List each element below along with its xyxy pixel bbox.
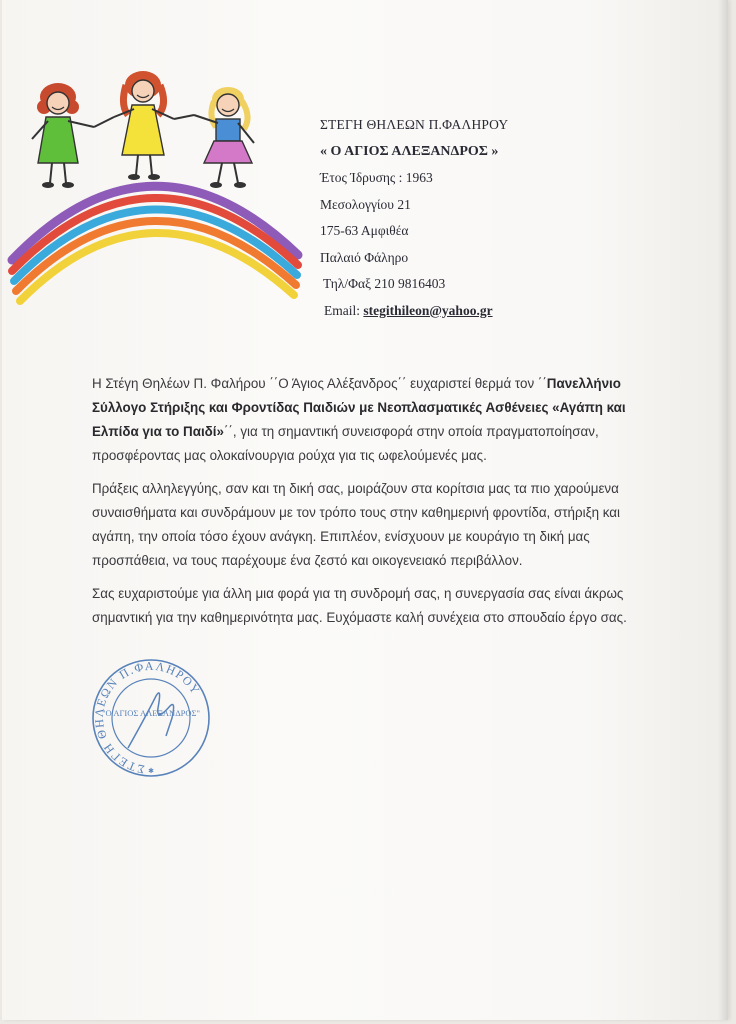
org-title: ΣΤΕΓΗ ΘΗΛΕΩΝ Π.ΦΑΛΗΡΟΥ — [320, 117, 509, 132]
org-name: « Ο ΑΓΙΟΣ ΑΛΕΞΑΝΔΡΟΣ » — [320, 143, 499, 159]
girl-yellow-icon — [114, 71, 174, 180]
address-street: Μεσολογγίου 21 — [320, 196, 411, 212]
paragraph-3: Σας ευχαριστούμε για άλλη μια φορά για τη συνδρομή σας, η συνεργασία σας είναι άκρως σημαντική για την καθημερινότητα μας. Ευχόμαστε καλή συνέχεια στο σπουδαίο έργο σας. — [92, 586, 627, 625]
girl-blue-icon — [194, 87, 254, 188]
paragraph-1-intro: Η Στέγη Θηλέων Π. Φαλήρου ΄΄Ο Άγιος Αλέξανδρος΄΄ ευχαριστεί θερμά τον ΄΄ — [92, 376, 547, 391]
paragraph-2: Πράξεις αλληλεγγύης, σαν και τη δική σας, μοιράζουν στα κορίτσια μας τα πιο χαρούμενα συναισθήματα και συνδράμουν με τον τρόπο τους στην καθημερινή φροντίδα, στήριξη και αγάπη, την οποία τόσο έχουν ανάγκη. Επιπλέον, ενίσχυουν με κουράγιο τη δική μας προσπάθεια, να τους παρέχουμε ένα ζεστό και οικογενειακό περιβάλλον. — [92, 481, 621, 568]
svg-text:✱: ✱ — [148, 767, 154, 775]
email-line — [320, 298, 508, 325]
email-link[interactable]: stegithileon@yahoo.gr — [363, 302, 493, 318]
address-city: Παλαιό Φάληρο — [320, 249, 409, 265]
letter-page — [2, 0, 728, 1020]
phone-fax: Τηλ/Φαξ 210 9816403 — [323, 276, 446, 291]
letterhead — [320, 112, 508, 324]
paragraph-1 — [92, 372, 662, 468]
page-edge-shadow — [718, 0, 728, 1020]
girl-green-icon — [32, 83, 94, 188]
founded-year: Έτος Ίδρυσης : 1963 — [320, 170, 433, 185]
signature-scribble — [128, 693, 174, 748]
paragraph-1-recipient: Πανελλήνιο Σύλλογο Στήριξης και Φροντίδας Παιδιών με Νεοπλασματικές Ασθένειες «Αγάπη και Ελπίδα για το Παιδί» — [92, 376, 626, 439]
address-postal: 175-63 Αμφιθέα — [320, 223, 409, 238]
paragraph-1-rest: ΄΄, για τη σημαντική συνεισφορά στην οποία πραγματοποίησαν, προσφέροντας μας ολοκαίνουργια ρούχα για τις ωφελούμενές μας. — [92, 424, 599, 463]
stamp-ring-text: ΣΤΕΓΗ ΘΗΛΕΩΝ Π.ΦΑΛΗΡΟΥ — [91, 658, 204, 777]
stamp-center-text: "Ο ΑΓΙΟΣ ΑΛΕΞΑΝΔΡΟΣ" — [102, 708, 200, 718]
rainbow-children-logo — [2, 55, 314, 315]
rainbow-icon — [12, 186, 298, 301]
email-label: Email: — [324, 302, 360, 318]
letter-body — [92, 372, 662, 639]
official-stamp — [86, 656, 216, 780]
